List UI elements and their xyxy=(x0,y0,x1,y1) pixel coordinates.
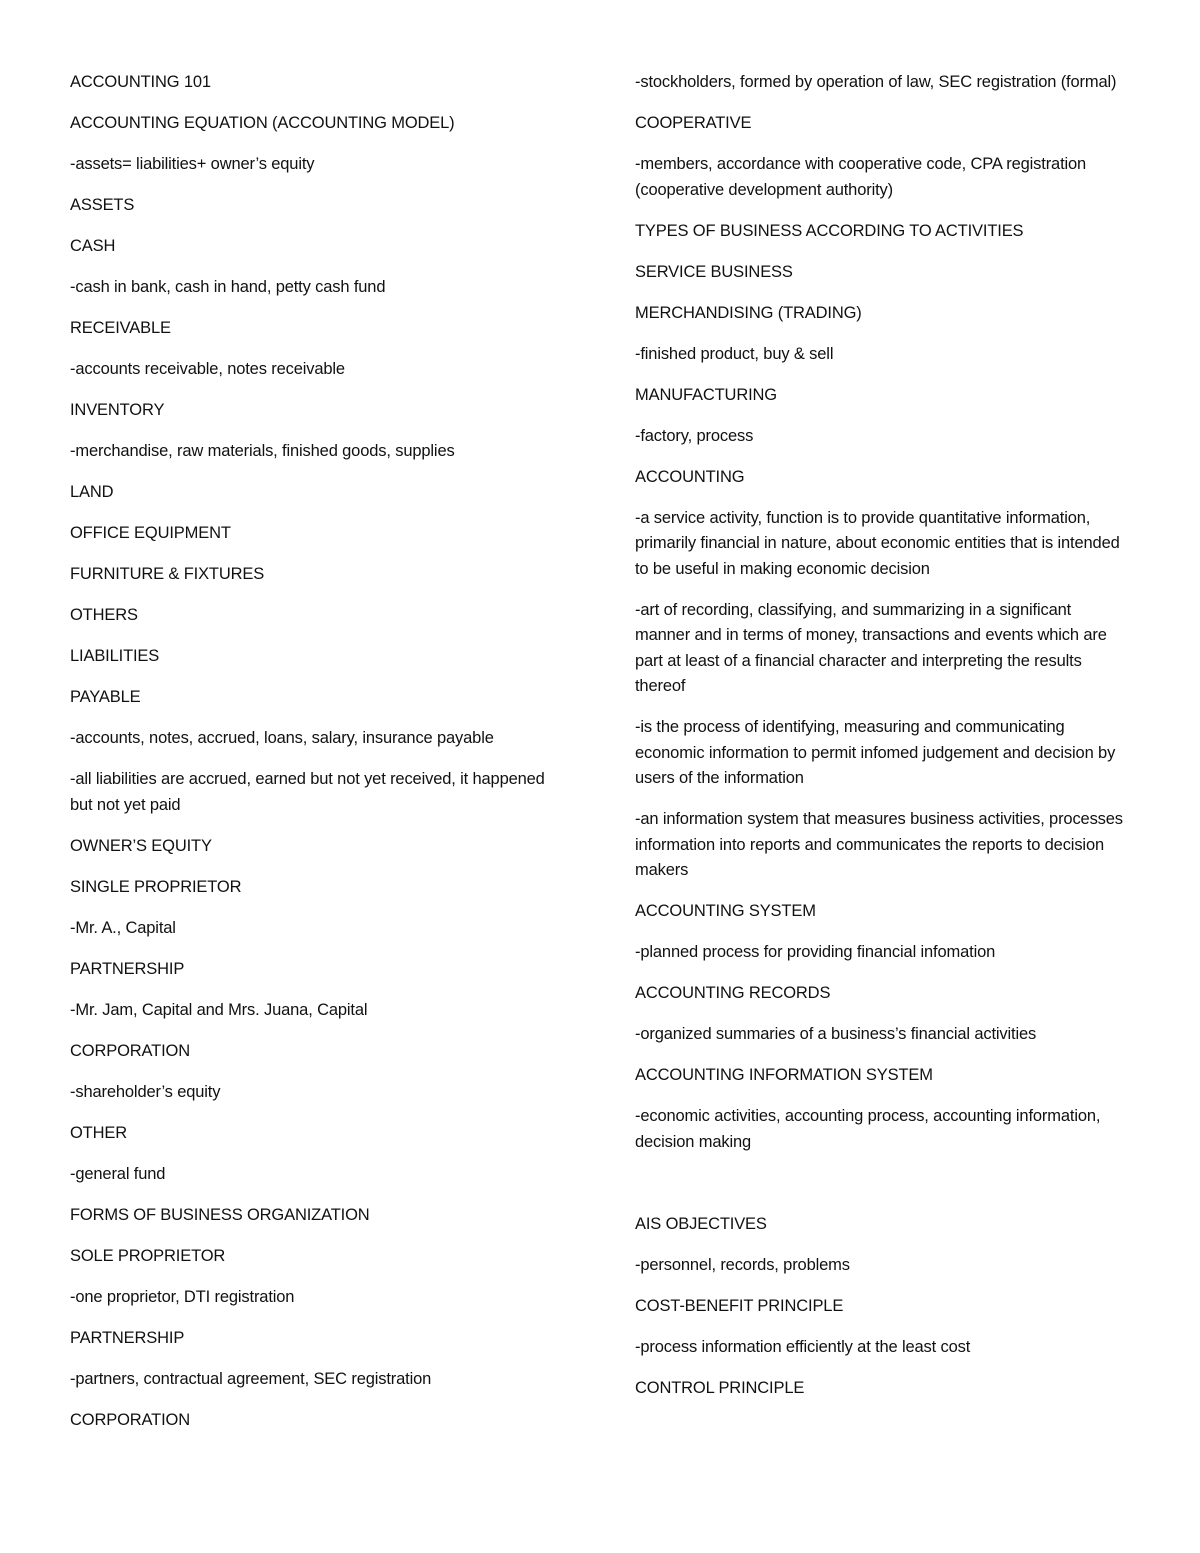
heading-line: CASH xyxy=(70,237,116,255)
heading-line: OTHER xyxy=(70,1123,128,1142)
note-line: -partners, contractual agreement, SEC registration xyxy=(70,1369,432,1388)
heading-line: OFFICE EQUIPMENT xyxy=(70,524,231,542)
note-line: -is the process of identifying, measuring and communicating economic information to permit infomed judgement and decision by users of the information xyxy=(635,718,1116,787)
note-line: -organized summaries of a business’s financial activities xyxy=(635,1025,1037,1043)
heading-line: ACCOUNTING SYSTEM xyxy=(635,902,816,920)
note-line: -finished product, buy & sell xyxy=(635,344,834,363)
right-column xyxy=(635,70,1125,1417)
note-line: -stockholders, formed by operation of law, SEC registration (formal) xyxy=(635,73,1117,91)
heading-line: ASSETS xyxy=(70,196,135,214)
heading-line: CORPORATION xyxy=(70,1410,190,1429)
note-line: -art of recording, classifying, and summarizing in a significant manner and in terms of money, transactions and events which are part at least of a financial character and interpreting the results thereof xyxy=(635,600,1107,695)
heading-line: COOPERATIVE xyxy=(635,114,752,132)
heading-line: CONTROL PRINCIPLE xyxy=(635,1378,805,1397)
heading-line: SERVICE BUSINESS xyxy=(635,262,793,281)
heading-line: ACCOUNTING EQUATION (ACCOUNTING MODEL) xyxy=(70,114,455,132)
heading-line: RECEIVABLE xyxy=(70,319,171,337)
note-line: -economic activities, accounting process, accounting information, decision making xyxy=(635,1107,1101,1151)
note-line: -accounts, notes, accrued, loans, salary, insurance payable xyxy=(70,729,494,747)
heading-line: COST-BENEFIT PRINCIPLE xyxy=(635,1296,844,1315)
heading-line: ACCOUNTING RECORDS xyxy=(635,984,831,1002)
note-line: -personnel, records, problems xyxy=(635,1255,850,1274)
note-line: -accounts receivable, notes receivable xyxy=(70,360,345,378)
note-line: -a service activity, function is to provide quantitative information, primarily financial in nature, about economic entities that is intended to be useful in making economic decision xyxy=(635,508,1120,578)
note-line: -general fund xyxy=(70,1164,166,1183)
note-line: -Mr. Jam, Capital and Mrs. Juana, Capital xyxy=(70,1000,368,1019)
note-line: -one proprietor, DTI registration xyxy=(70,1287,295,1306)
heading-line: AIS OBJECTIVES xyxy=(635,1214,767,1233)
note-line: -cash in bank, cash in hand, petty cash fund xyxy=(70,278,386,296)
note-line: -merchandise, raw materials, finished goods, supplies xyxy=(70,442,455,460)
note-line: -process information efficiently at the least cost xyxy=(635,1337,971,1356)
heading-line: OTHERS xyxy=(70,606,138,624)
heading-line: SOLE PROPRIETOR xyxy=(70,1246,226,1265)
note-line: -members, accordance with cooperative code, CPA registration (cooperative development authority) xyxy=(635,155,1087,199)
heading-line: MANUFACTURING xyxy=(635,385,777,404)
left-column xyxy=(70,70,550,1449)
right-column-bottom xyxy=(635,1212,1125,1402)
heading-line: ACCOUNTING 101 xyxy=(70,73,211,91)
note-line: -planned process for providing financial infomation xyxy=(635,943,996,961)
heading-line: PARTNERSHIP xyxy=(70,1328,185,1347)
right-column-top xyxy=(635,70,1125,1155)
heading-line: LAND xyxy=(70,483,114,501)
heading-line: PARTNERSHIP xyxy=(70,959,185,978)
note-line: -shareholder’s equity xyxy=(70,1082,221,1101)
heading-line: SINGLE PROPRIETOR xyxy=(70,877,242,896)
blank-line xyxy=(635,1171,1125,1212)
heading-line: MERCHANDISING (TRADING) xyxy=(635,303,862,322)
note-line: -Mr. A., Capital xyxy=(70,918,176,937)
heading-line: ACCOUNTING xyxy=(635,467,745,486)
heading-line: ACCOUNTING INFORMATION SYSTEM xyxy=(635,1066,933,1084)
note-line: -factory, process xyxy=(635,426,754,445)
heading-line: OWNER’S EQUITY xyxy=(70,836,212,855)
heading-line: LIABILITIES xyxy=(70,647,160,665)
heading-line: PAYABLE xyxy=(70,688,141,706)
heading-line: TYPES OF BUSINESS ACCORDING TO ACTIVITIES xyxy=(635,221,1024,240)
heading-line: INVENTORY xyxy=(70,401,165,419)
note-line: -all liabilities are accrued, earned but not yet received, it happened but not yet paid xyxy=(70,770,545,814)
heading-line: FURNITURE & FIXTURES xyxy=(70,565,265,583)
heading-line: FORMS OF BUSINESS ORGANIZATION xyxy=(70,1205,370,1224)
note-line: -assets= liabilities+ owner’s equity xyxy=(70,155,315,173)
note-line: -an information system that measures business activities, processes information into reports and communicates the reports to decision makers xyxy=(635,810,1123,879)
heading-line: CORPORATION xyxy=(70,1041,190,1060)
